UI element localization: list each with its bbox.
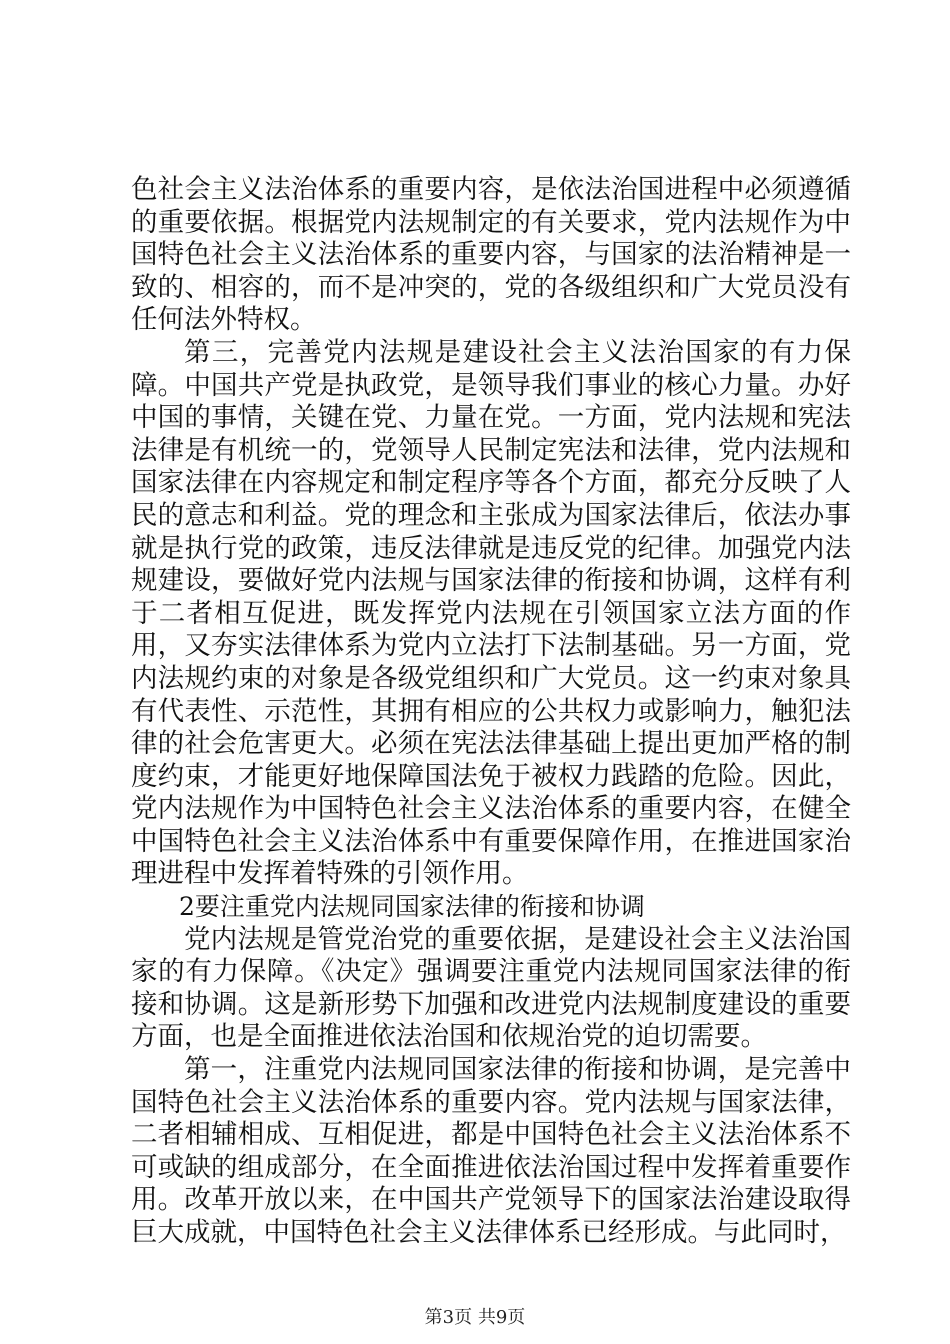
paragraph-continued: 色社会主义法治体系的重要内容，是依法治国进程中必须遵循的重要依据。根据党内法规制定的有关要求，党内法规作为中国特色社会主义法治体系的重要内容，与国家的法治精神是一致的、相容的，而不是冲突的，党的各级组织和广大党员没有任何法外特权。 [131, 174, 851, 336]
paragraph-third-point: 第三，完善党内法规是建设社会主义法治国家的有力保障。中国共产党是执政党，是领导我们事业的核心力量。办好中国的事情，关键在党、力量在党。一方面，党内法规和宪法法律是有机统一的，党领导人民制定宪法和法律，党内法规和国家法律在内容规定和制定程序等各个方面，都充分反映了人民的意志和利益。党的理念和主张成为国家法律后，依法办事就是执行党的政策，违反法律就是违反党的纪律。加强党内法规建设，要做好党内法规与国家法律的衔接和协调，这样有利于二者相互促进，既发挥党内法规在引领国家立法方面的作用，又夯实法律体系为党内立法打下法制基础。另一方面，党内法规约束的对象是各级党组织和广大党员。这一约束对象具有代表性、示范性，其拥有相应的公共权力或影响力，触犯法律的社会危害更大。必须在宪法法律基础上提出更加严格的制度约束，才能更好地保障国法免于被权力践踏的危险。因此，党内法规作为中国特色社会主义法治体系的重要内容，在健全中国特色社会主义法治体系中有重要保障作用，在推进国家治理进程中发挥着特殊的引领作用。 [131, 336, 851, 890]
page-number: 第3页 共9页 [424, 1307, 526, 1328]
paragraph-section-intro: 党内法规是管党治党的重要依据，是建设社会主义法治国家的有力保障。《决定》强调要注重党内法规同国家法律的衔接和协调。这是新形势下加强和改进党内法规制度建设的重要方面，也是全面推进依法治国和依规治党的迫切需要。 [131, 923, 851, 1053]
section-heading: 2要注重党内法规同国家法律的衔接和协调 [179, 892, 645, 922]
paragraph-first-point: 第一，注重党内法规同国家法律的衔接和协调，是完善中国特色社会主义法治体系的重要内容。党内法规与国家法律，二者相辅相成、互相促进，都是中国特色社会主义法治体系不可或缺的组成部分，在全面推进依法治国过程中发挥着重要作用。改革开放以来，在中国共产党领导下的国家法治建设取得巨大成就，中国特色社会主义法律体系已经形成。与此同时， [131, 1054, 851, 1248]
page-footer [0, 1307, 950, 1329]
document-body [131, 174, 851, 1250]
